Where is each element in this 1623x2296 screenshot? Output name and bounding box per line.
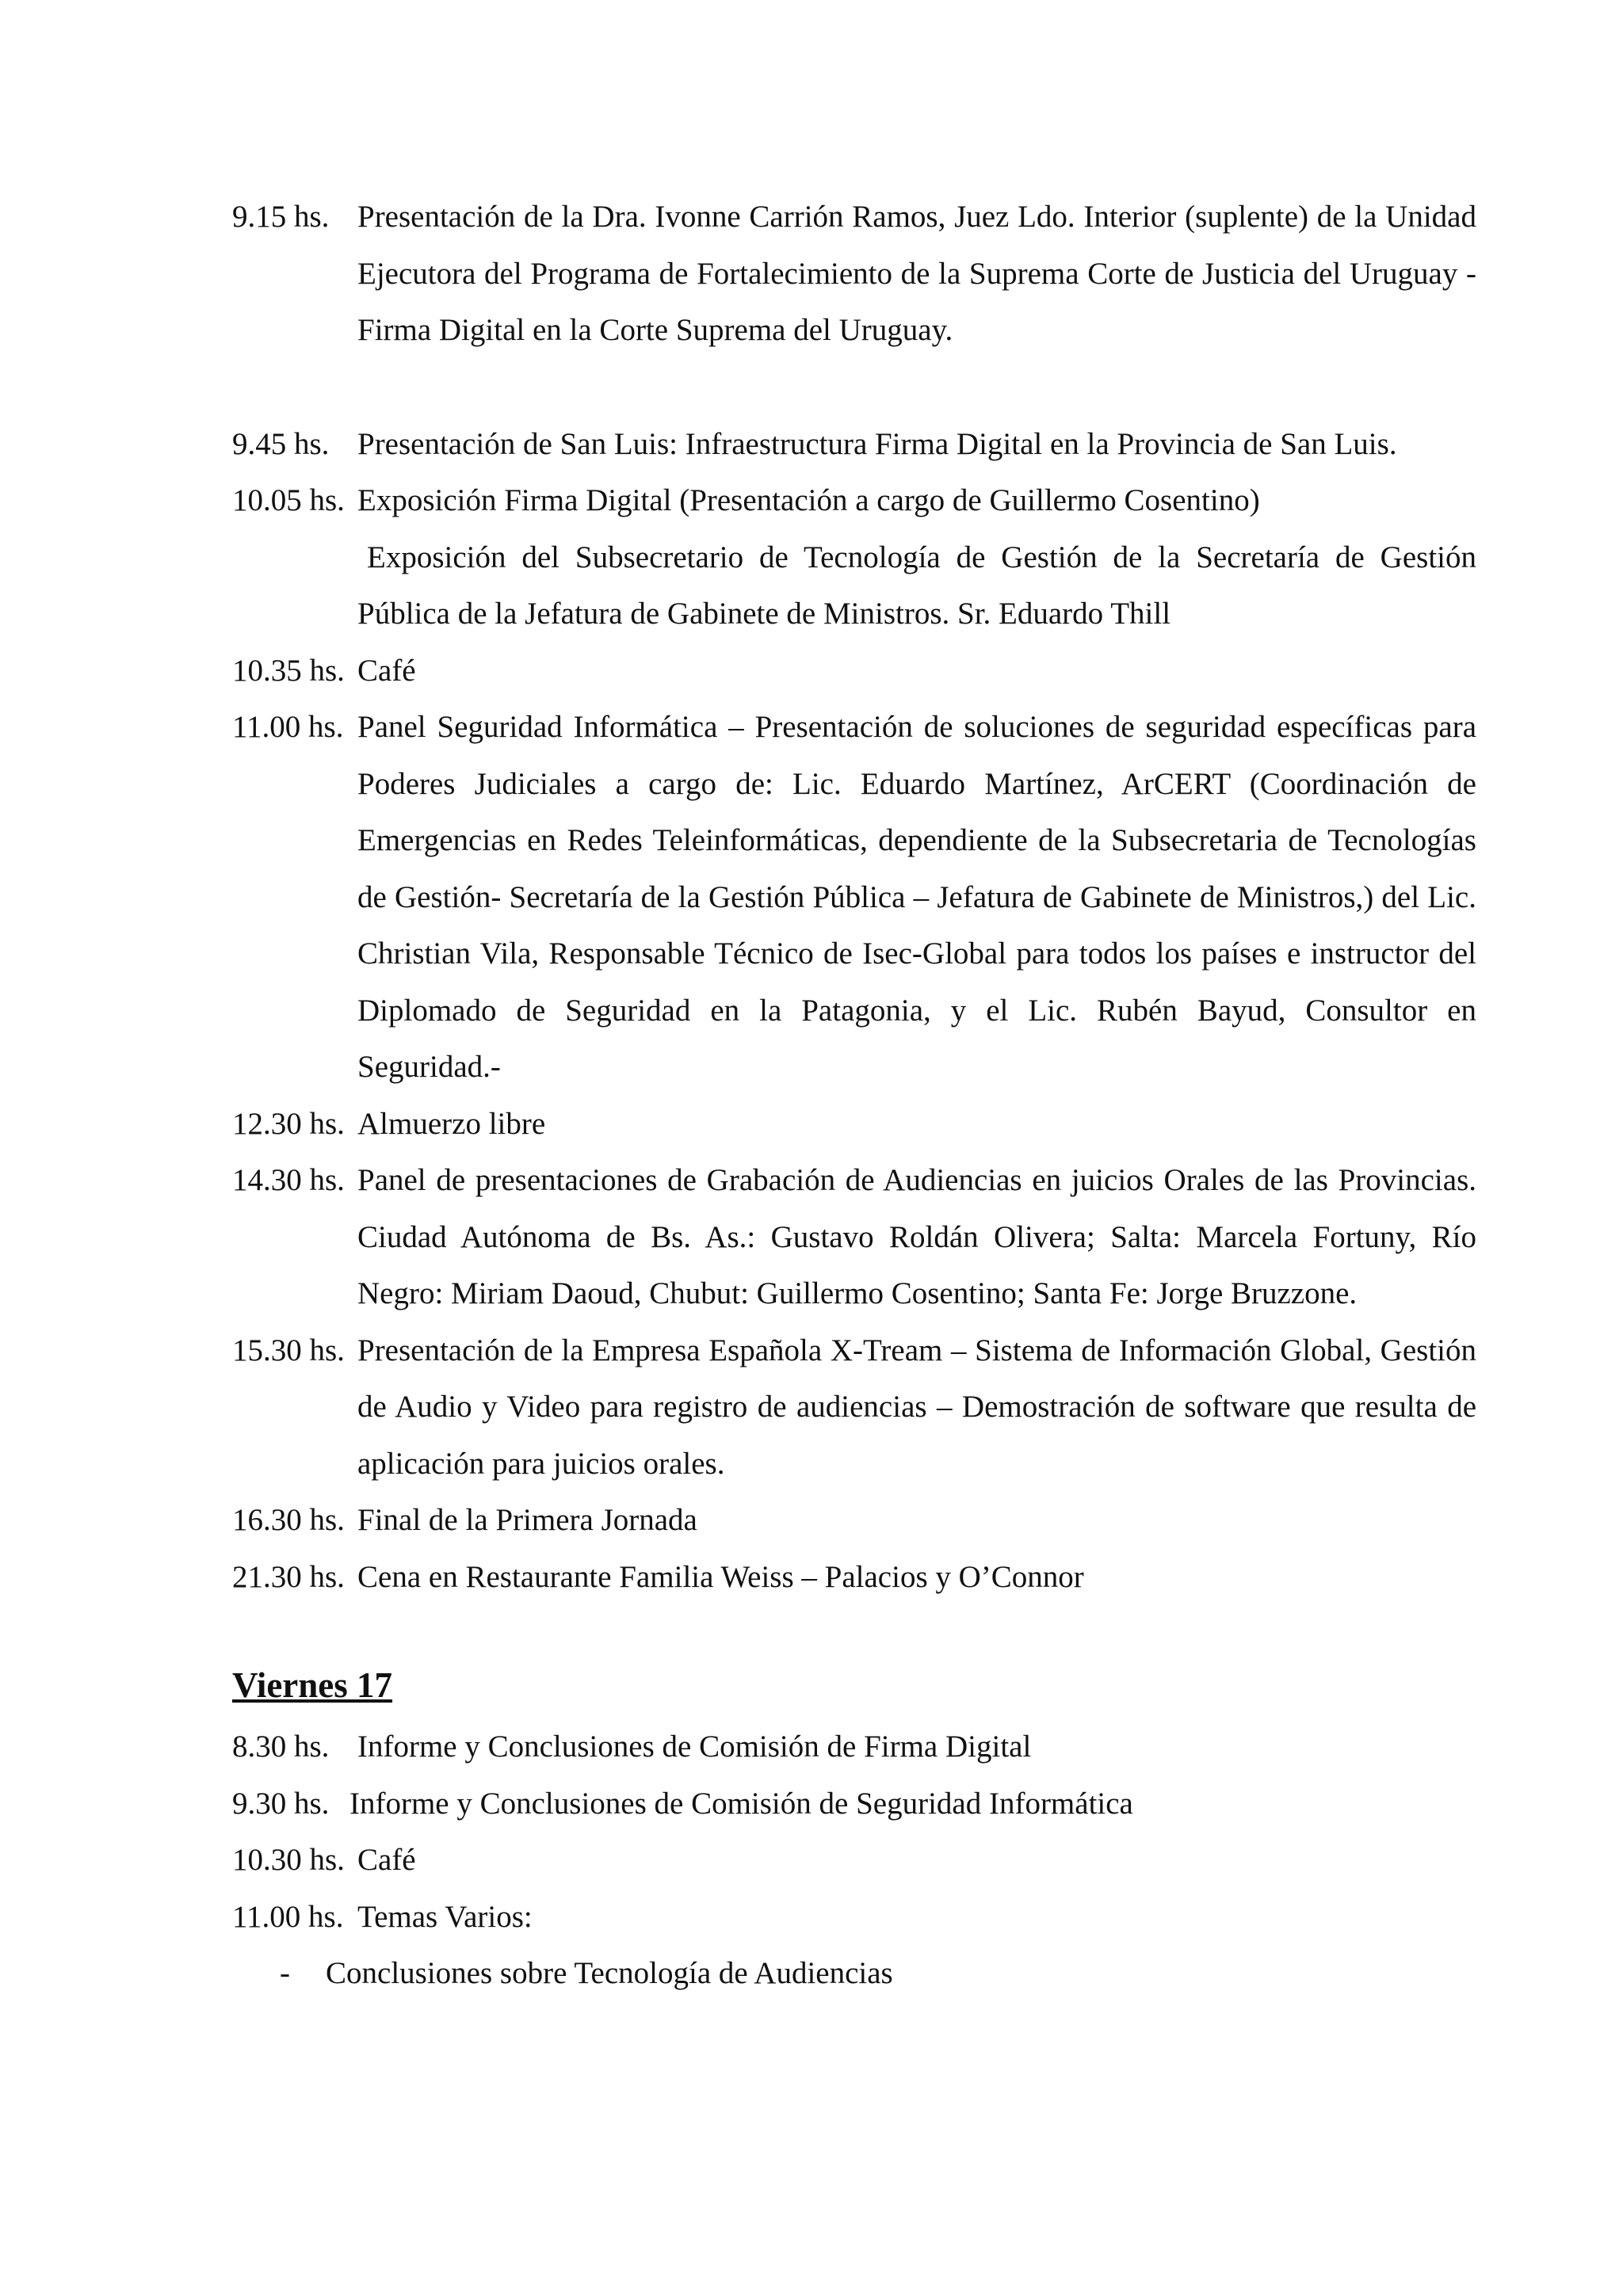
- agenda-description: Café: [357, 1843, 416, 1877]
- agenda-item: [232, 472, 1476, 529]
- agenda-time: 21.30 hs.: [232, 1559, 345, 1594]
- agenda-description: Informe y Conclusiones de Comisión de Seguridad Informática: [349, 1786, 1133, 1821]
- agenda-item: [232, 416, 1476, 473]
- agenda-description: Exposición del Subsecretario de Tecnología de Gestión de la Secretaría de Gestión Pública de la Jefatura de Gabinete de Ministros. Sr. Eduardo Thill: [357, 540, 1476, 631]
- agenda-description: Café: [357, 653, 416, 688]
- agenda-item: [232, 189, 1476, 359]
- agenda-description: Exposición Firma Digital (Presentación a cargo de Guillermo Cosentino): [357, 483, 1260, 517]
- day-heading: Viernes 17: [232, 1665, 393, 1705]
- list-item: [232, 1945, 1476, 2002]
- agenda-item: [232, 643, 1476, 700]
- agenda-time: 12.30 hs.: [232, 1106, 345, 1141]
- agenda-item: [232, 1492, 1476, 1549]
- agenda-item: [232, 699, 1476, 1096]
- agenda-time: 11.00 hs.: [232, 710, 344, 744]
- agenda-description: Presentación de la Dra. Ivonne Carrión Ramos, Juez Ldo. Interior (suplente) de la Unidad Ejecutora del Programa de Fortalecimiento de la Suprema Corte de Justicia del Uruguay - Firma Digital en la Corte Suprema del Uruguay.: [357, 200, 1476, 347]
- agenda-description: Presentación de la Empresa Española X-Tream – Sistema de Información Global, Gestión de Audio y Video para registro de audiencias – Demostración de software que resulta de aplicación para juicios orales.: [357, 1333, 1476, 1481]
- agenda-time: 9.30 hs.: [232, 1786, 330, 1821]
- agenda-time: 10.30 hs.: [232, 1843, 345, 1877]
- agenda-time: 11.00 hs.: [232, 1899, 344, 1934]
- agenda-item: [232, 1889, 1476, 1946]
- agenda-time: 16.30 hs.: [232, 1503, 345, 1537]
- agenda-item-continuation: [232, 529, 1476, 643]
- agenda-description: Temas Varios:: [357, 1899, 533, 1934]
- agenda-item: [232, 1775, 1476, 1833]
- agenda-time: 8.30 hs.: [232, 1730, 330, 1764]
- agenda-description: Final de la Primera Jornada: [357, 1503, 697, 1537]
- list-item-text: Conclusiones sobre Tecnología de Audiencias: [326, 1956, 893, 1990]
- agenda-page: [232, 189, 1476, 2002]
- spacer: [232, 359, 1476, 416]
- bullet-dash: -: [280, 1956, 290, 1990]
- agenda-description: Panel de presentaciones de Grabación de Audiencias en juicios Orales de las Provincias. Ciudad Autónoma de Bs. As.: Gustavo Roldán Olivera; Salta: Marcela Fortuny, Río Negro: Miriam Daoud, Chubut: Guillermo Cosentino; Santa Fe: Jorge Bruzzone.: [357, 1163, 1476, 1310]
- agenda-time: 9.15 hs.: [232, 200, 330, 234]
- agenda-description: Panel Seguridad Informática – Presentación de soluciones de seguridad específicas para Poderes Judiciales a cargo de: Lic. Eduardo Martínez, ArCERT (Coordinación de Emergencias en Redes Teleinformáticas, dependiente de la Subsecretaria de Tecnologías de Gestión- Secretaría de la Gestión Pública – Jefatura de Gabinete de Ministros,) del Lic. Christian Vila, Responsable Técnico de Isec-Global para todos los países e instructor del Diplomado de Seguridad en la Patagonia, y el Lic. Rubén Bayud, Consultor en Seguridad.-: [357, 710, 1476, 1084]
- agenda-time: 15.30 hs.: [232, 1333, 345, 1367]
- agenda-description: Informe y Conclusiones de Comisión de Firma Digital: [357, 1730, 1032, 1764]
- agenda-description: Cena en Restaurante Familia Weiss – Palacios y O’Connor: [357, 1559, 1084, 1594]
- agenda-description: Presentación de San Luis: Infraestructura Firma Digital en la Provincia de San Luis.: [357, 426, 1397, 461]
- agenda-time: 14.30 hs.: [232, 1163, 345, 1197]
- agenda-item: [232, 1832, 1476, 1889]
- agenda-item: [232, 1718, 1476, 1775]
- agenda-description: Almuerzo libre: [357, 1106, 546, 1141]
- agenda-item: [232, 1152, 1476, 1322]
- spacer: [232, 1605, 1476, 1652]
- agenda-time: 10.35 hs.: [232, 653, 345, 688]
- agenda-item: [232, 1549, 1476, 1606]
- agenda-time: 10.05 hs.: [232, 483, 345, 517]
- agenda-item: [232, 1322, 1476, 1493]
- agenda-item: [232, 1096, 1476, 1153]
- agenda-time: 9.45 hs.: [232, 426, 330, 461]
